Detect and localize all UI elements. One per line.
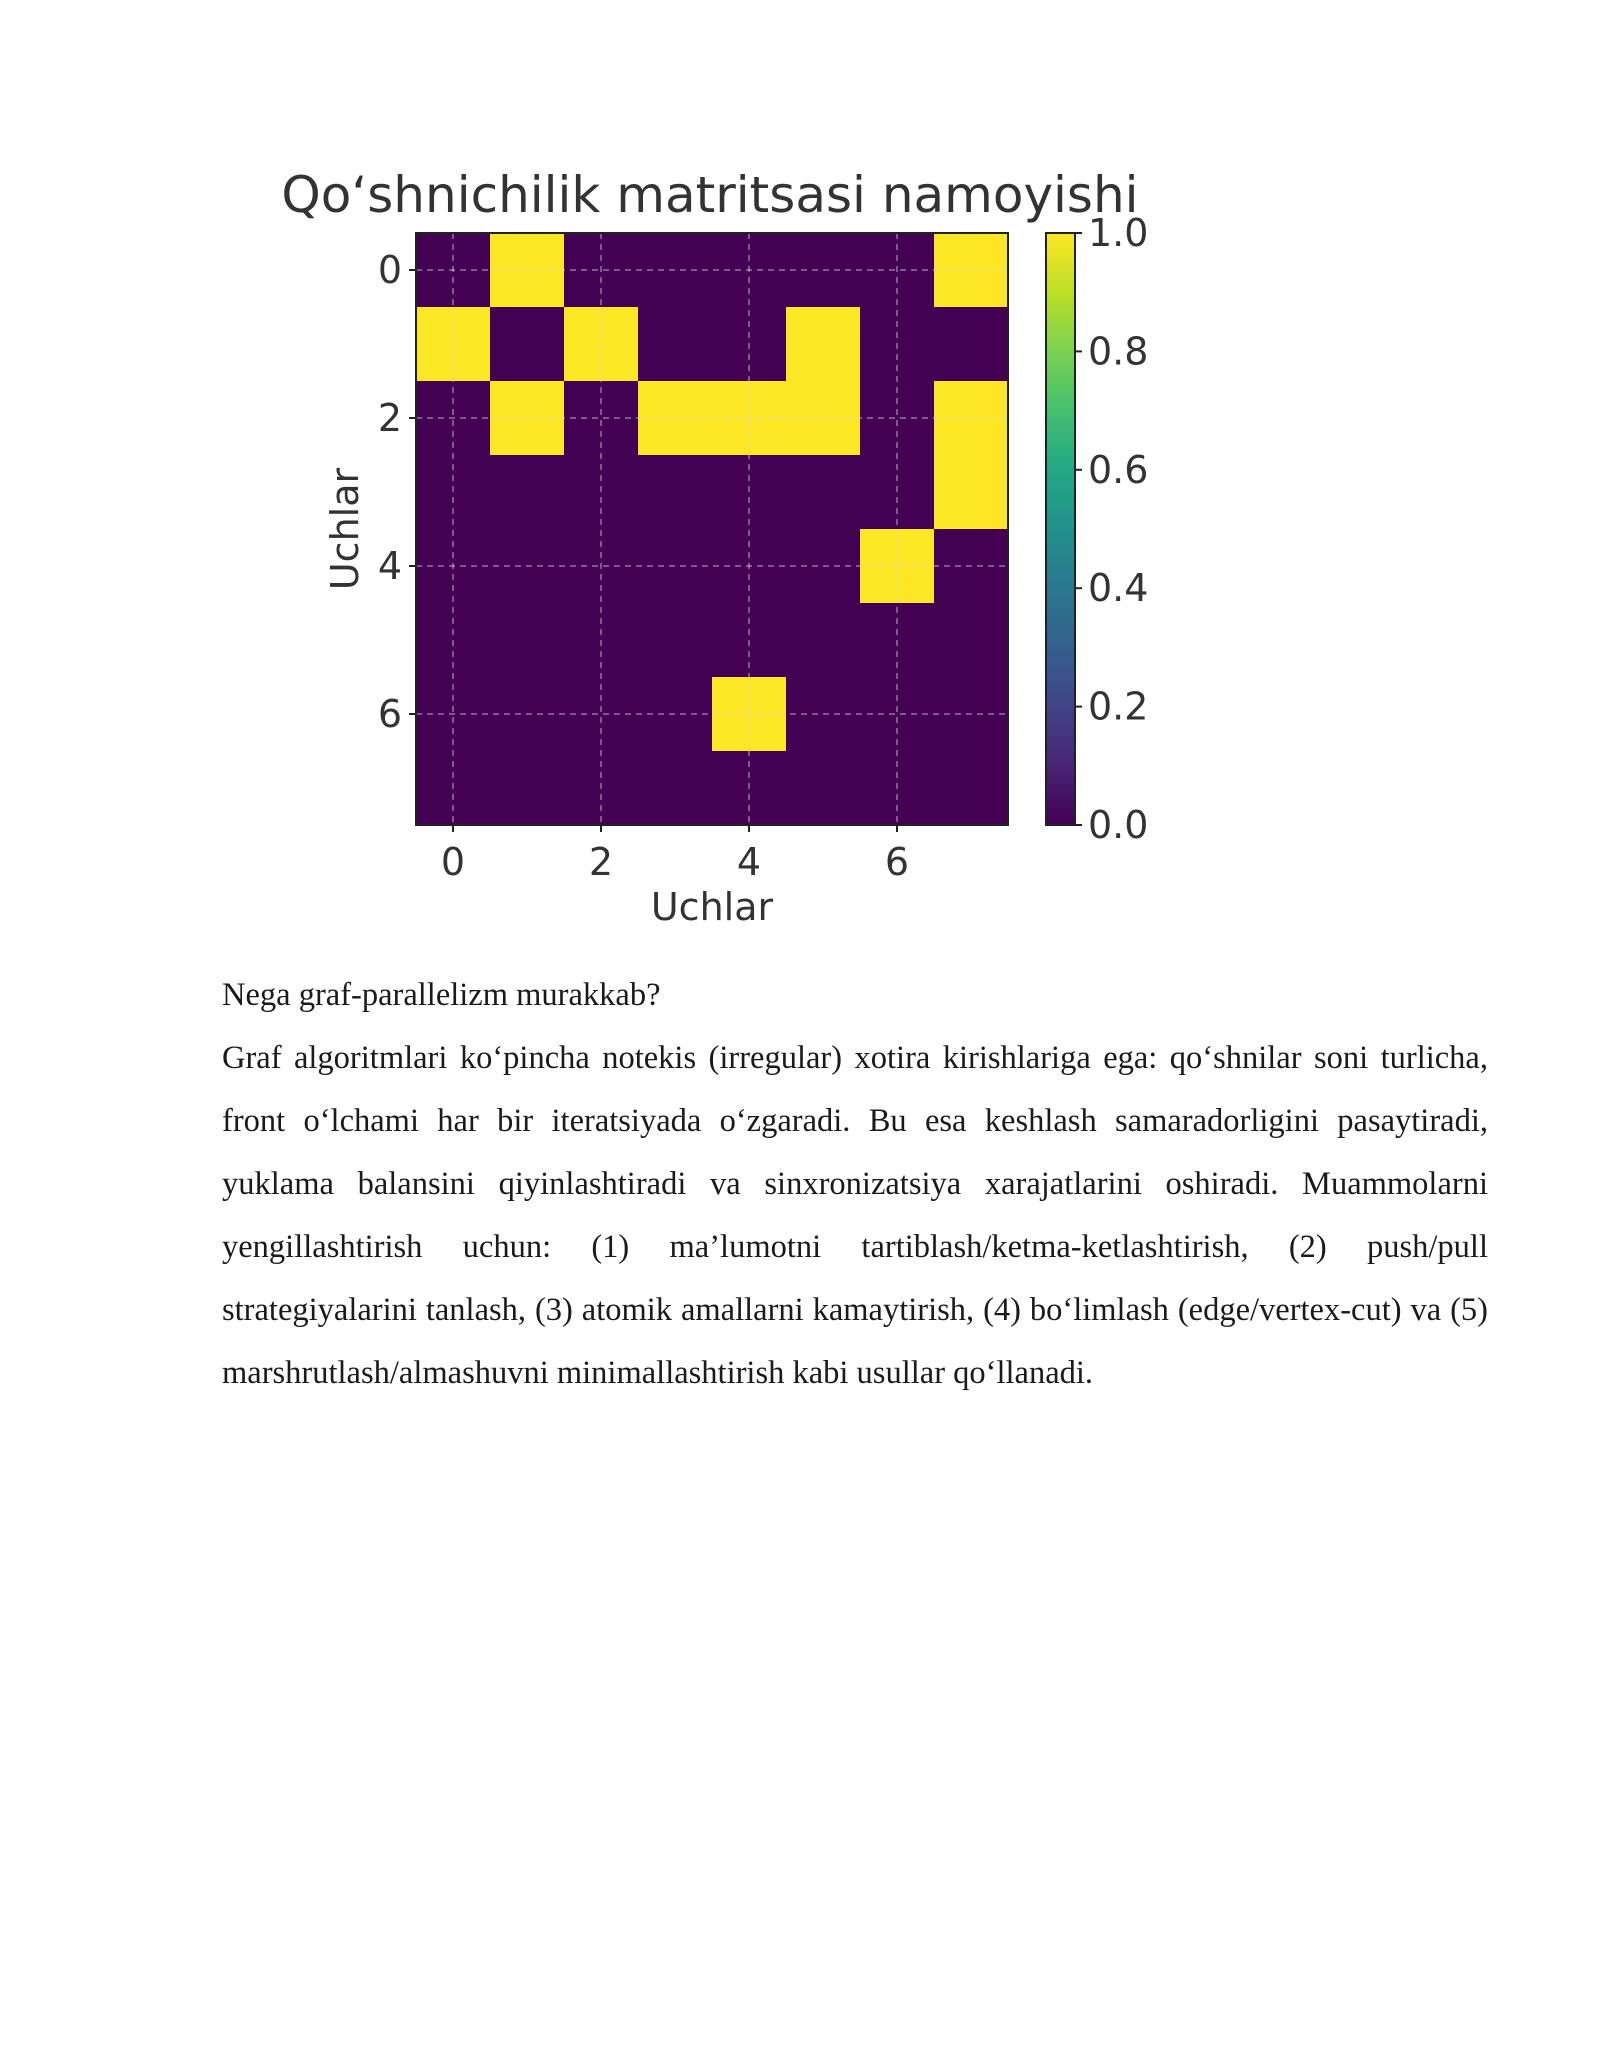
heatmap-cell [786, 751, 861, 826]
x-axis-label: Uchlar [650, 885, 774, 929]
colorbar-ticks [1075, 211, 1148, 847]
chart-title: Qo‘shnichilik matritsasi namoyishi [281, 166, 1139, 224]
x-axis-ticks [441, 825, 909, 884]
heatmap-cells [416, 233, 1009, 826]
heatmap-cell [934, 603, 1009, 678]
heatmap-cell [638, 307, 713, 382]
colorbar [1046, 233, 1075, 825]
colorbar-tick-label: 0.0 [1088, 803, 1149, 847]
colorbar-tick-label: 0.2 [1088, 684, 1149, 729]
heatmap-cell [490, 603, 565, 678]
heatmap-cell [490, 307, 565, 382]
colorbar-tick-label: 1.0 [1088, 211, 1149, 255]
x-tick-label: 6 [884, 840, 910, 884]
x-tick-label: 4 [736, 840, 762, 884]
heatmap-cell [786, 603, 861, 678]
y-axis-label: Uchlar [323, 467, 367, 591]
colorbar-tick-label: 0.6 [1088, 447, 1149, 492]
heatmap-cell [490, 455, 565, 530]
y-tick-label: 0 [377, 248, 402, 292]
heatmap-cell [786, 455, 861, 530]
heatmap-cell [638, 751, 713, 826]
heatmap-cell [934, 307, 1009, 382]
x-tick-label: 2 [588, 840, 614, 884]
heatmap-cell [638, 603, 713, 678]
colorbar-tick-label: 0.4 [1088, 566, 1149, 611]
x-tick-label: 0 [440, 840, 466, 884]
body-paragraph: Graf algoritmlari ko‘pincha notekis (irregular) xotira kirishlariga ega: qo‘shnilar soni turlicha, front o‘lchami har bir iteratsiyada o‘zgaradi. Bu esa keshlash samaradorligini pasaytiradi, yuklama balansini qiyinlashtiradi va sinxronizatsiya xarajatlarini oshiradi. Muammolarni yengillashtirish uchun: (1) ma’lumotni tartiblash/ketma-ketlashtirish, (2) push/pull strategiyalarini tanlash, (3) atomik amallarni kamaytirish, (4) bo‘limlash (edge/vertex-cut) va (5) marshrutlash/almashuvni minimallashtirish kabi usullar qo‘llanadi. [222, 1040, 1488, 1391]
y-tick-label: 4 [377, 544, 402, 588]
heatmap-cell [490, 751, 565, 826]
body-text [222, 964, 1488, 1405]
y-tick-label: 6 [377, 692, 402, 736]
heatmap-cell [786, 307, 861, 382]
y-tick-label: 2 [377, 396, 402, 440]
section-heading: Nega graf-parallelizm murakkab? [222, 977, 661, 1013]
adjacency-matrix-figure [0, 0, 1600, 950]
y-axis-ticks [378, 248, 416, 736]
colorbar-tick-label: 0.8 [1088, 329, 1149, 374]
heatmap-cell [934, 751, 1009, 826]
heatmap-cell [934, 455, 1009, 530]
heatmap-cell [638, 455, 713, 530]
